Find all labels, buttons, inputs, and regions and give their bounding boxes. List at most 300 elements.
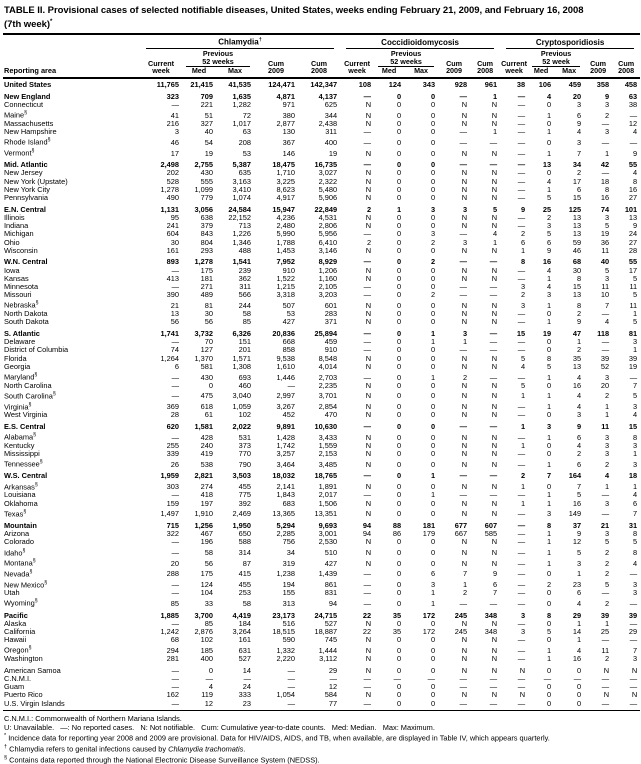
value-cell: 459 — [568, 80, 582, 90]
value-cell: 19 — [600, 229, 610, 239]
value-cell: N — [461, 353, 468, 363]
value-cell: — — [517, 221, 526, 231]
value-cell: — — [517, 598, 526, 608]
value-cell: 0 — [396, 353, 402, 363]
value-cell: 0 — [430, 422, 436, 431]
value-cell: N — [365, 265, 372, 275]
value-cell: 51 — [204, 110, 213, 120]
value-cell: 3 — [520, 610, 526, 620]
value-cell: 196 — [200, 537, 213, 547]
value-cell: 56 — [170, 317, 179, 327]
value-cell: 172 — [422, 626, 436, 636]
value-cell: 0 — [396, 100, 402, 110]
value-cell: 373 — [238, 440, 251, 450]
value-cell: N — [631, 665, 638, 675]
value-cell: N — [461, 665, 468, 675]
value-cell: — — [363, 329, 372, 339]
value-cell: 460 — [238, 380, 251, 390]
value-cell: 4 — [546, 91, 552, 101]
value-cell: 175 — [200, 265, 213, 275]
value-cell: 4 — [576, 402, 582, 412]
value-cell: 2 — [604, 459, 610, 469]
value-cell: — — [489, 682, 498, 692]
value-cell: 7 — [576, 148, 582, 158]
reporting-area-cell: Georgia — [4, 361, 31, 371]
value-cell: 8,623 — [276, 184, 295, 194]
table-row — [3, 538, 640, 546]
reporting-area-cell: Pennsylvania — [4, 193, 48, 203]
value-cell: N — [461, 459, 468, 469]
table-row — [3, 89, 640, 101]
reporting-area-cell: Virginia§ — [4, 401, 32, 412]
table-row — [3, 363, 640, 371]
value-cell: 0 — [430, 645, 436, 655]
max-header: Max — [216, 67, 254, 78]
footnote-marker: § — [34, 481, 38, 488]
value-cell: — — [287, 682, 295, 692]
value-cell: N — [365, 184, 372, 194]
value-cell: 303 — [166, 482, 179, 492]
value-cell: 489 — [200, 290, 213, 300]
value-cell: 8,548 — [318, 353, 338, 363]
value-cell: 2 — [520, 229, 526, 239]
value-cell: 197 — [200, 498, 213, 508]
value-cell: N — [461, 482, 468, 492]
value-cell: 108 — [358, 80, 372, 90]
value-cell: — — [601, 635, 610, 645]
value-cell: N — [365, 309, 372, 319]
value-cell: N — [461, 380, 468, 390]
value-cell: 30 — [204, 309, 213, 319]
value-cell: N — [461, 300, 468, 310]
reporting-area-cell: Wyoming§ — [4, 598, 38, 608]
value-cell: 1 — [430, 598, 436, 608]
value-cell: N — [461, 265, 468, 275]
value-cell: N — [491, 635, 498, 645]
value-cell: N — [365, 645, 372, 655]
value-cell: N — [365, 317, 372, 327]
value-cell: 11,765 — [156, 80, 179, 90]
value-cell: 1 — [430, 337, 436, 347]
value-cell: 0 — [396, 490, 402, 500]
current-week-header: Current week — [340, 49, 374, 78]
table-body — [3, 78, 640, 710]
value-cell: 0 — [546, 337, 552, 347]
value-cell: N — [365, 432, 372, 442]
value-cell: 58 — [242, 598, 251, 608]
value-cell: 0 — [396, 317, 402, 327]
value-cell: 8 — [546, 353, 552, 363]
value-cell: N — [365, 380, 372, 390]
value-cell: — — [517, 410, 526, 420]
value-cell: 756 — [282, 537, 295, 547]
value-cell: — — [517, 509, 526, 519]
value-cell: 1,741 — [160, 329, 179, 339]
value-cell: 0 — [430, 361, 436, 371]
value-cell: 2 — [604, 654, 610, 664]
value-cell: 0 — [396, 127, 402, 137]
cum-2009-header: Cum 2009 — [584, 49, 612, 78]
value-cell: 1 — [546, 654, 552, 664]
value-cell: 11 — [601, 422, 610, 431]
value-cell: 0 — [546, 665, 552, 675]
value-cell: 538 — [200, 459, 213, 469]
value-cell: 85 — [170, 598, 179, 608]
value-cell: 0 — [430, 509, 436, 519]
value-cell: — — [601, 137, 610, 147]
value-cell: 241 — [166, 221, 179, 231]
value-cell: 3 — [604, 449, 610, 459]
table-row — [3, 597, 640, 608]
value-cell: N — [461, 410, 468, 420]
column-group-label: Cryptosporidiosis — [506, 36, 634, 49]
value-cell: 5,956 — [318, 229, 338, 239]
value-cell: 5 — [576, 547, 582, 557]
value-cell: N — [519, 665, 526, 675]
value-cell: 63 — [628, 91, 638, 101]
value-cell: 124,471 — [268, 80, 295, 90]
value-cell: 8 — [633, 432, 638, 442]
value-cell: 2 — [604, 558, 610, 568]
value-cell: 1,910 — [194, 509, 213, 519]
table-row — [3, 420, 640, 432]
value-cell: 13 — [628, 212, 638, 222]
value-cell: 650 — [238, 529, 251, 539]
value-cell: — — [629, 137, 638, 147]
table-row — [3, 255, 640, 267]
value-cell: 0 — [430, 345, 436, 355]
value-cell: 1,541 — [232, 257, 251, 267]
value-cell: 95 — [170, 212, 179, 222]
value-cell: 88 — [392, 520, 402, 530]
reporting-area-cell: District of Columbia — [4, 345, 69, 355]
reporting-area-cell: Connecticut — [4, 100, 44, 110]
value-cell: 0 — [430, 353, 436, 363]
value-cell: 683 — [282, 498, 295, 508]
value-cell: N — [365, 654, 372, 664]
value-cell: 1 — [492, 237, 498, 247]
value-cell: 0 — [430, 558, 436, 568]
value-cell: — — [517, 588, 526, 598]
value-cell: 3 — [604, 440, 610, 450]
value-cell: 0 — [546, 118, 552, 128]
value-cell: 34 — [572, 160, 582, 170]
value-cell: — — [243, 673, 251, 683]
value-cell: 1 — [604, 482, 610, 492]
value-cell: N — [519, 690, 526, 700]
value-cell: 0 — [430, 300, 436, 310]
cum-2008-header: Cum 2008 — [470, 49, 500, 78]
value-cell: 208 — [238, 137, 251, 147]
value-cell: — — [517, 176, 526, 186]
value-cell: 0 — [430, 110, 436, 120]
value-cell: N — [491, 221, 498, 231]
value-cell: 1,099 — [194, 184, 213, 194]
value-cell: 31 — [628, 520, 638, 530]
value-cell: 1 — [576, 635, 582, 645]
value-cell: 843 — [200, 229, 213, 239]
value-cell: — — [287, 380, 295, 390]
value-cell: — — [459, 290, 468, 300]
value-cell: 2,821 — [194, 471, 213, 481]
value-cell: — — [171, 337, 179, 347]
value-cell: 555 — [200, 176, 213, 186]
value-cell: — — [205, 673, 213, 683]
value-cell: 0 — [396, 654, 402, 664]
value-cell: 4,236 — [276, 212, 295, 222]
value-cell: 5 — [546, 361, 552, 371]
value-cell: — — [601, 490, 610, 500]
value-cell: N — [365, 110, 372, 120]
value-cell: 3 — [576, 137, 582, 147]
value-cell: 77 — [298, 700, 340, 711]
value-cell: N — [365, 361, 372, 371]
value-cell: 288 — [166, 569, 179, 579]
reporting-area-cell: Oregon§ — [4, 645, 32, 655]
value-cell: 3 — [520, 626, 526, 636]
value-cell: 0 — [430, 265, 436, 275]
value-cell: 161 — [166, 245, 179, 255]
value-cell: 11 — [629, 300, 638, 310]
value-cell: 3 — [633, 654, 638, 664]
value-cell: 430 — [200, 168, 213, 178]
value-cell: 22 — [362, 626, 372, 636]
value-cell: N — [365, 558, 372, 568]
value-cell: 55 — [628, 257, 638, 267]
value-cell: 358 — [596, 80, 610, 90]
value-cell: 1,559 — [318, 440, 338, 450]
value-cell: 1,522 — [276, 273, 295, 283]
value-cell: — — [517, 645, 526, 655]
value-cell: 419 — [200, 449, 213, 459]
value-cell: 528 — [166, 176, 179, 186]
value-cell: 1,885 — [160, 610, 179, 620]
value-cell: N — [491, 300, 498, 310]
reporting-area-cell: Alaska — [4, 618, 27, 628]
value-cell: 620 — [166, 422, 179, 431]
value-cell: — — [517, 160, 526, 170]
value-cell: — — [489, 345, 498, 355]
value-cell: 0 — [430, 245, 436, 255]
value-cell: 4 — [604, 317, 610, 327]
previous-52-weeks-header — [374, 49, 438, 68]
value-cell: — — [517, 449, 526, 459]
value-cell: 102 — [238, 410, 251, 420]
reporting-area-cell: Maine§ — [4, 110, 28, 120]
value-cell: 0 — [546, 635, 552, 645]
value-cell: 283 — [324, 309, 338, 319]
reporting-area-cell: Michigan — [4, 229, 34, 239]
value-cell: 1 — [430, 471, 436, 481]
value-cell: 1 — [576, 569, 582, 579]
value-cell: 39 — [600, 353, 610, 363]
value-cell: N — [603, 665, 610, 675]
value-cell: 5 — [492, 204, 498, 214]
value-cell: 3 — [604, 100, 610, 110]
value-cell: 81 — [628, 329, 638, 339]
value-cell: 0 — [396, 265, 402, 275]
table-row — [3, 291, 640, 299]
value-cell: 428 — [200, 432, 213, 442]
reporting-area-cell: Minnesota — [4, 282, 39, 292]
value-cell: 0 — [546, 588, 552, 598]
value-cell: 53 — [286, 309, 295, 319]
value-cell: 46 — [170, 137, 179, 147]
reporting-area-header: Reporting area — [3, 34, 140, 78]
value-cell: 159 — [166, 498, 179, 508]
value-cell: — — [517, 537, 526, 547]
value-cell: N — [461, 118, 468, 128]
footnote-text: . — [243, 744, 246, 754]
value-cell: 668 — [282, 337, 295, 347]
value-cell: 12 — [182, 700, 216, 711]
value-cell: 9 — [520, 204, 526, 214]
value-cell: 0 — [430, 690, 436, 700]
table-row — [3, 136, 640, 147]
value-cell: — — [517, 193, 526, 203]
value-cell: — — [489, 160, 498, 170]
value-cell: 601 — [324, 300, 338, 310]
value-cell: 2,806 — [318, 221, 338, 231]
value-cell: — — [427, 673, 436, 683]
value-cell: 677 — [454, 520, 468, 530]
value-cell: 3,318 — [276, 290, 295, 300]
value-cell: 2,997 — [276, 391, 295, 401]
value-cell: 1,226 — [232, 229, 251, 239]
value-cell: 392 — [238, 498, 251, 508]
value-cell: 3 — [430, 204, 436, 214]
reporting-area-cell: Ohio — [4, 237, 20, 247]
value-cell: 11 — [629, 282, 638, 292]
table-row — [3, 500, 640, 508]
value-cell: N — [461, 309, 468, 319]
value-cell: 68 — [170, 635, 179, 645]
value-cell: 3,732 — [194, 329, 213, 339]
value-cell: 94 — [362, 520, 372, 530]
value-cell: 3,267 — [276, 402, 295, 412]
value-cell: 0 — [208, 665, 213, 675]
value-cell: 15,947 — [272, 204, 295, 214]
value-cell: 15 — [572, 282, 582, 292]
value-cell: 1 — [546, 645, 552, 655]
value-cell: 770 — [238, 449, 251, 459]
value-cell: 36 — [600, 237, 610, 247]
value-cell: 607 — [484, 520, 498, 530]
value-cell: 4 — [520, 361, 526, 371]
value-cell: — — [517, 432, 526, 442]
value-cell: — — [363, 137, 372, 147]
value-cell: 4,531 — [318, 212, 338, 222]
value-cell: N — [365, 300, 372, 310]
value-cell: 319 — [282, 558, 295, 568]
value-cell: — — [601, 682, 610, 692]
value-cell: 0 — [396, 422, 402, 431]
table-row — [3, 700, 640, 711]
value-cell: — — [489, 471, 498, 481]
value-cell: 2,438 — [318, 118, 338, 128]
value-cell: 3 — [520, 300, 526, 310]
footnote-marker: § — [28, 401, 32, 408]
value-cell: 179 — [422, 529, 436, 539]
value-cell: — — [287, 673, 295, 683]
value-cell: 8 — [604, 184, 610, 194]
value-cell: 58 — [242, 309, 251, 319]
reporting-area-cell: S. Atlantic — [4, 329, 40, 339]
value-cell: 9 — [633, 148, 638, 158]
value-cell: 3 — [604, 372, 610, 382]
value-cell: 2 — [462, 588, 468, 598]
value-cell: — — [459, 127, 468, 137]
value-cell: 1 — [546, 372, 552, 382]
value-cell: 33 — [204, 598, 213, 608]
value-cell: 13 — [170, 309, 179, 319]
value-cell: — — [363, 471, 372, 481]
value-cell: 0 — [430, 193, 436, 203]
value-cell: 2 — [546, 580, 552, 589]
value-cell: 1 — [492, 91, 498, 101]
value-cell: 430 — [200, 372, 213, 382]
value-cell: — — [171, 682, 179, 692]
value-cell: 27 — [628, 237, 638, 247]
value-cell: 127 — [200, 345, 213, 355]
footnote — [4, 743, 637, 754]
max-header: Max — [404, 67, 438, 78]
value-cell: 16 — [572, 654, 582, 664]
value-cell: 0 — [546, 100, 552, 110]
value-cell: 390 — [166, 290, 179, 300]
value-cell: 1,788 — [276, 237, 295, 247]
value-cell: 693 — [238, 372, 251, 382]
reporting-area-cell: Idaho§ — [4, 547, 26, 557]
value-cell: 4,137 — [318, 91, 338, 101]
value-cell: 3 — [604, 498, 610, 508]
value-cell: 1 — [546, 558, 552, 568]
value-cell: 18,887 — [314, 626, 338, 636]
value-cell: — — [517, 558, 526, 568]
value-cell: 5 — [546, 193, 552, 203]
value-cell: 4 — [576, 127, 582, 137]
value-cell: 5,480 — [318, 184, 338, 194]
value-cell: 635 — [238, 168, 251, 178]
value-cell: 0 — [396, 345, 402, 355]
value-cell: 25 — [600, 626, 610, 636]
reporting-area-cell: Massachusetts — [4, 118, 54, 128]
cum-2009-header: Cum 2009 — [438, 49, 470, 78]
value-cell: 1,950 — [232, 520, 251, 530]
value-cell: 0 — [430, 665, 436, 675]
value-cell: — — [584, 700, 612, 711]
value-cell: 35 — [572, 353, 582, 363]
column-group-label: Chlamydia† — [146, 35, 334, 49]
value-cell: 4 — [633, 558, 638, 568]
value-cell: 3,433 — [318, 432, 338, 442]
value-cell: — — [517, 137, 526, 147]
value-cell: N — [491, 498, 498, 508]
value-cell: N — [365, 118, 372, 128]
value-cell: 380 — [282, 110, 295, 120]
value-cell: 4,419 — [232, 610, 251, 620]
value-cell: 35 — [392, 610, 402, 620]
value-cell: 17 — [628, 265, 638, 275]
value-cell: 0 — [396, 588, 402, 598]
value-cell: 185 — [200, 645, 213, 655]
reporting-area-cell: New Hampshire — [4, 127, 57, 137]
value-cell: 2 — [604, 391, 610, 401]
value-cell: 3,464 — [276, 459, 295, 469]
value-cell: — — [517, 569, 526, 579]
med-header: Med — [182, 67, 216, 78]
value-cell: 2,285 — [276, 529, 295, 539]
